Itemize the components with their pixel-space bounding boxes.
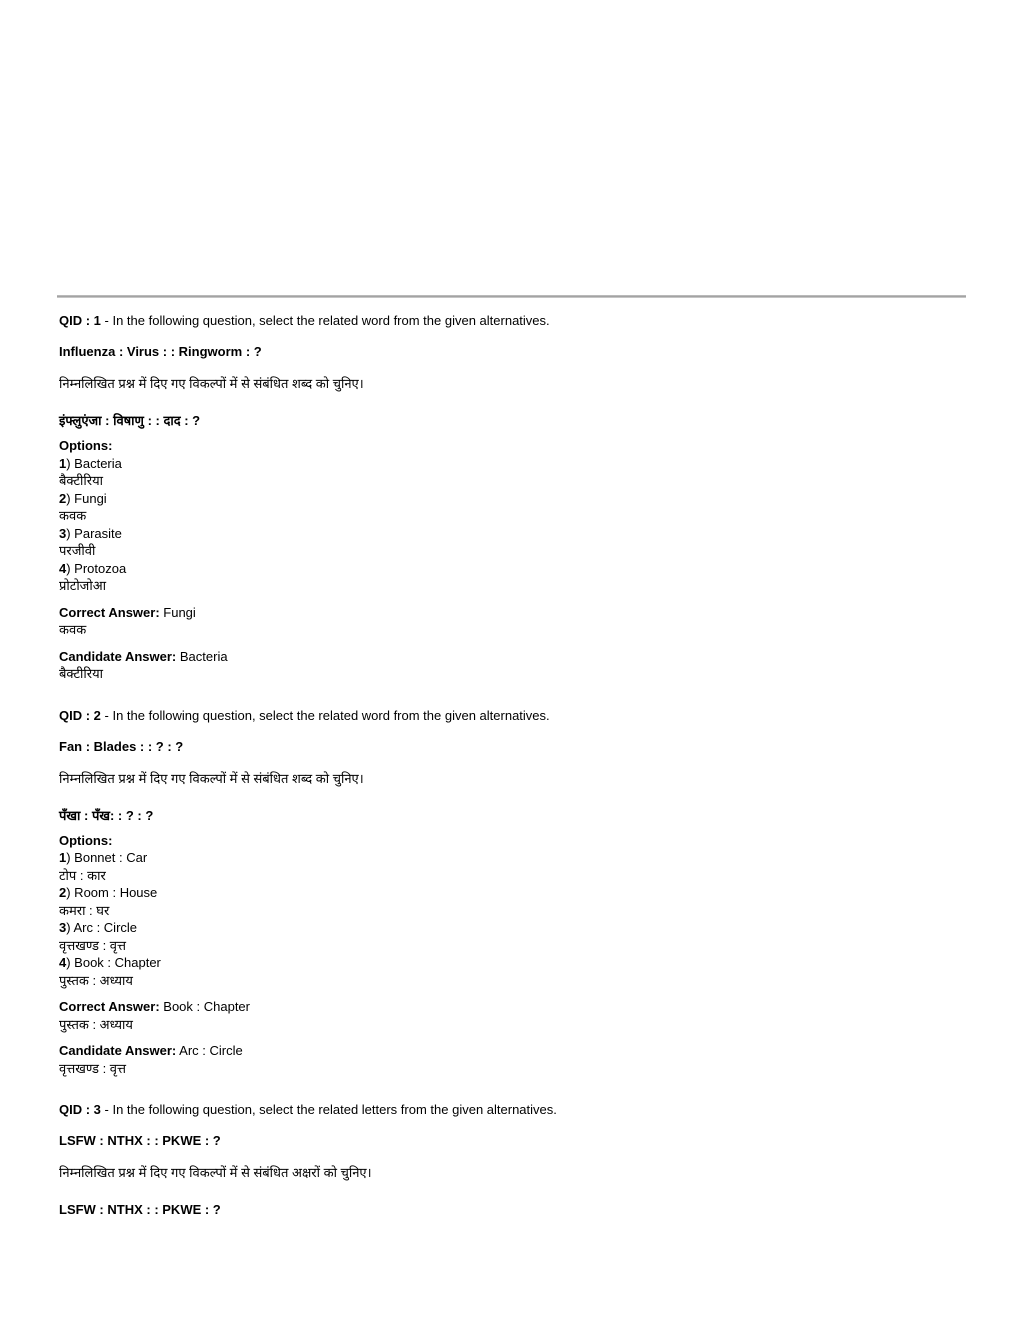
option-line-hindi: पुस्तक : अध्याय: [59, 972, 133, 988]
option-text-english: ) Bonnet : Car: [66, 850, 148, 865]
correct-answer-hindi: पुस्तक : अध्याय: [59, 1016, 133, 1032]
correct-answer-label: Correct Answer:: [59, 999, 160, 1014]
options-block: [59, 832, 966, 990]
option-line-english: [59, 560, 966, 578]
option-number: 4: [59, 955, 67, 970]
document-content: [0, 312, 1022, 1220]
correct-answer-english: Fungi: [159, 604, 196, 620]
qid-line: [59, 707, 966, 724]
instruction-hindi: निम्नलिखित प्रश्न में दिए गए विकल्पों में से संबंधित शब्द को चुनिए।: [59, 770, 364, 786]
question-block-3: [59, 1101, 966, 1220]
option-text-english: ) Book : Chapter: [66, 955, 161, 970]
correct-answer: [59, 998, 966, 1033]
horizontal-divider: [57, 295, 966, 298]
option-line-hindi: परजीवी: [59, 543, 96, 558]
qid-label: QID : 2: [59, 707, 101, 723]
options-label: Options:: [59, 832, 113, 848]
option-line-english: [59, 455, 966, 473]
analogy-english: Influenza : Virus : : Ringworm : ?: [59, 344, 262, 359]
analogy-english: LSFW : NTHX : : PKWE : ?: [59, 1133, 221, 1148]
correct-answer-english: Book : Chapter: [159, 999, 250, 1014]
option-text-english: ) Bacteria: [66, 455, 122, 471]
correct-answer-hindi: कवक: [59, 622, 87, 637]
option-line-english: [59, 954, 966, 972]
option-line-english: [59, 884, 966, 902]
option-line-hindi: वृत्तखण्ड : वृत्त: [59, 937, 127, 953]
option-line-hindi: कमरा : घर: [59, 902, 110, 918]
option-number: 1: [59, 455, 67, 471]
candidate-answer-english: Bacteria: [176, 648, 228, 664]
qid-label: QID : 1: [59, 313, 101, 328]
option-number: 1: [59, 850, 67, 865]
qid-label: QID : 3: [59, 1102, 101, 1117]
option-text-english: ) Room : House: [66, 885, 158, 900]
qid-line: [59, 1101, 966, 1118]
option-number: 2: [59, 490, 67, 506]
analogy-hindi: इंफ्लुएंजा : विषाणु : : दाद : ?: [59, 413, 201, 428]
option-number: 4: [59, 560, 67, 576]
instruction-hindi: निम्नलिखित प्रश्न में दिए गए विकल्पों में से संबंधित अक्षरों को चुनिए।: [59, 1165, 372, 1180]
option-line-hindi: प्रोटोजोआ: [59, 578, 106, 593]
option-line-hindi: कवक: [59, 508, 87, 523]
options-block: [59, 437, 966, 595]
analogy-hindi: LSFW : NTHX : : PKWE : ?: [59, 1202, 221, 1217]
option-number: 3: [59, 525, 67, 541]
instruction-hindi: निम्नलिखित प्रश्न में दिए गए विकल्पों में से संबंधित शब्द को चुनिए।: [59, 376, 364, 391]
option-line-english: [59, 919, 966, 937]
option-number: 3: [59, 920, 67, 935]
candidate-answer-label: Candidate Answer:: [59, 648, 177, 664]
question-block-2: [59, 707, 966, 1078]
question-intro: - In the following question, select the related word from the given alternatives.: [100, 313, 550, 328]
candidate-answer-hindi: बैक्टीरिया: [59, 666, 104, 681]
option-text-english: ) Protozoa: [66, 560, 127, 576]
question-intro: - In the following question, select the related letters from the given alternatives.: [100, 1102, 557, 1117]
option-text-english: ) Parasite: [66, 525, 122, 541]
options-label: Options:: [59, 438, 113, 453]
option-text-english: ) Arc : Circle: [66, 920, 138, 935]
correct-answer: [59, 604, 966, 639]
qid-line: [59, 312, 966, 329]
option-line-english: [59, 525, 966, 543]
analogy-english: Fan : Blades : : ? : ?: [59, 738, 184, 754]
analogy-hindi: पँखा : पँख: : ? : ?: [59, 807, 154, 823]
option-line-hindi: टोप : कार: [59, 867, 106, 883]
candidate-answer-label: Candidate Answer:: [59, 1043, 177, 1058]
candidate-answer: [59, 648, 966, 683]
question-block-1: [59, 312, 966, 683]
question-intro: - In the following question, select the related word from the given alternatives.: [100, 707, 550, 723]
candidate-answer-english: Arc : Circle: [176, 1043, 243, 1058]
option-text-english: ) Fungi: [66, 490, 107, 506]
option-line-english: [59, 849, 966, 867]
option-line-hindi: बैक्टीरिया: [59, 473, 104, 488]
correct-answer-label: Correct Answer:: [59, 604, 160, 620]
option-line-english: [59, 490, 966, 508]
candidate-answer-hindi: वृत्तखण्ड : वृत्त: [59, 1060, 127, 1076]
candidate-answer: [59, 1042, 966, 1077]
top-blank-area: [0, 0, 1022, 295]
option-number: 2: [59, 885, 67, 900]
